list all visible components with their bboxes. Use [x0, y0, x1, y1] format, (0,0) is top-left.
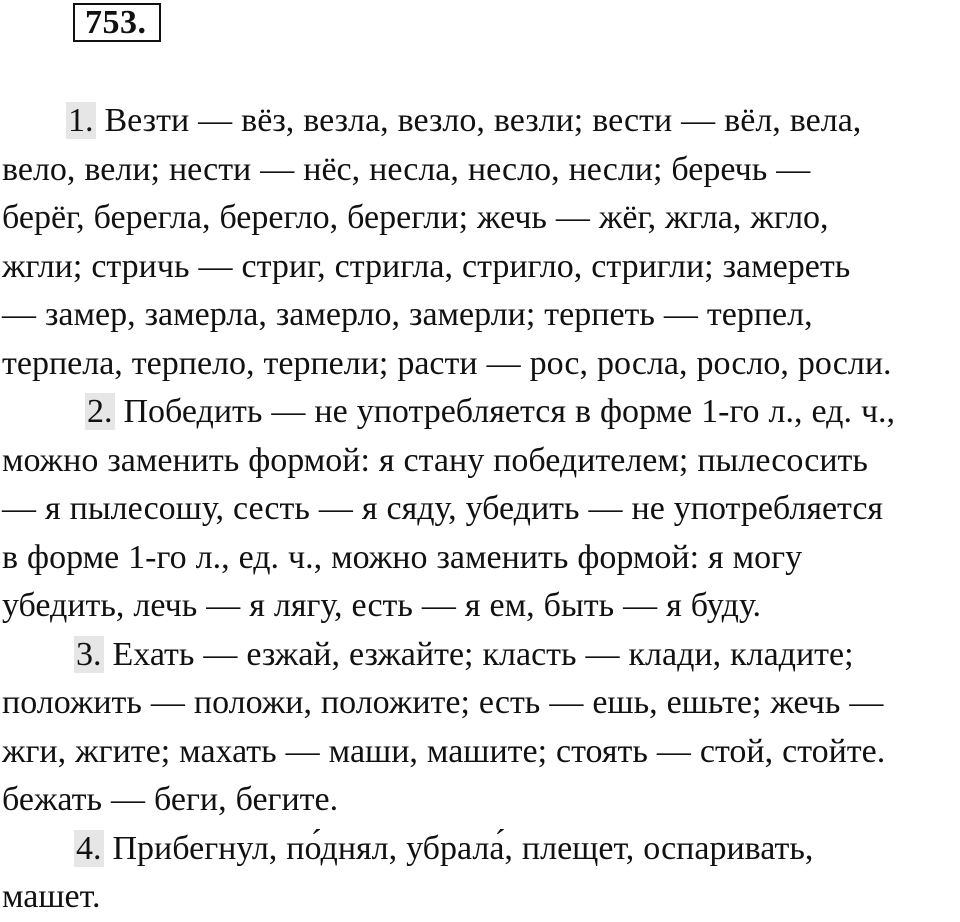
paragraph-line: жгли; стричь — стриг, стригла, стригло, стригли; замереть — [2, 247, 851, 285]
paragraph-line: — я пылесошу, сесть — я сяду, убедить — не употребляется — [2, 490, 884, 527]
item-number: 3. — [76, 635, 102, 673]
line-text: Победить — не употребляется в форме 1-го л., ед. ч., — [114, 393, 896, 430]
paragraph-line — [2, 825, 958, 874]
item-number: 2. — [87, 393, 113, 430]
paragraph-line: положить — положи, положите; есть — ешь, ешьте; жечь — — [2, 684, 884, 721]
answer-paragraph-4 — [2, 825, 958, 922]
paragraph-line: жги, жгите; махать — маши, машите; стоять — стой, стойте. — [2, 732, 886, 770]
answer-paragraph-3 — [2, 631, 958, 825]
paragraph-line: вело, вели; нести — нёс, несла, несло, несли; беречь — — [2, 150, 811, 188]
line-text: Прибегнул, по́днял, убрала́, плещет, оспаривать, — [103, 829, 814, 867]
exercise-number: 753. — [85, 4, 147, 41]
item-number: 1. — [68, 102, 94, 139]
paragraph-line: — замер, замерла, замерло, замерли; терпеть — терпел, — [2, 296, 813, 333]
exercise-answer — [2, 97, 958, 922]
paragraph-line — [2, 97, 958, 146]
answer-paragraph-2 — [2, 388, 958, 631]
paragraph-line: можно заменить формой: я стану победителем; пылесосить — [2, 441, 868, 479]
paragraph-line: бежать — беги, бегите. — [2, 781, 339, 818]
exercise-number-box — [73, 3, 161, 42]
paragraph-line: терпела, терпело, терпели; расти — рос, росла, росло, росли. — [2, 344, 892, 382]
paragraph-line: берёг, берегла, берегло, берегли; жечь — жёг, жгла, жгло, — [2, 199, 829, 236]
line-text: Везти — вёз, везла, везло, везли; вести — вёл, вела, — [95, 102, 862, 139]
paragraph-line — [2, 631, 958, 680]
answer-paragraph-1 — [2, 97, 958, 388]
paragraph-line: в форме 1-го л., ед. ч., можно заменить формой: я могу — [2, 538, 803, 576]
paragraph-line: машет. — [2, 878, 101, 915]
paragraph-line — [2, 388, 958, 437]
item-number: 4. — [76, 829, 102, 867]
line-text: Ехать — езжай, езжайте; класть — клади, кладите; — [103, 635, 854, 673]
paragraph-line: убедить, лечь — я лягу, есть — я ем, быть — я буду. — [2, 587, 762, 624]
